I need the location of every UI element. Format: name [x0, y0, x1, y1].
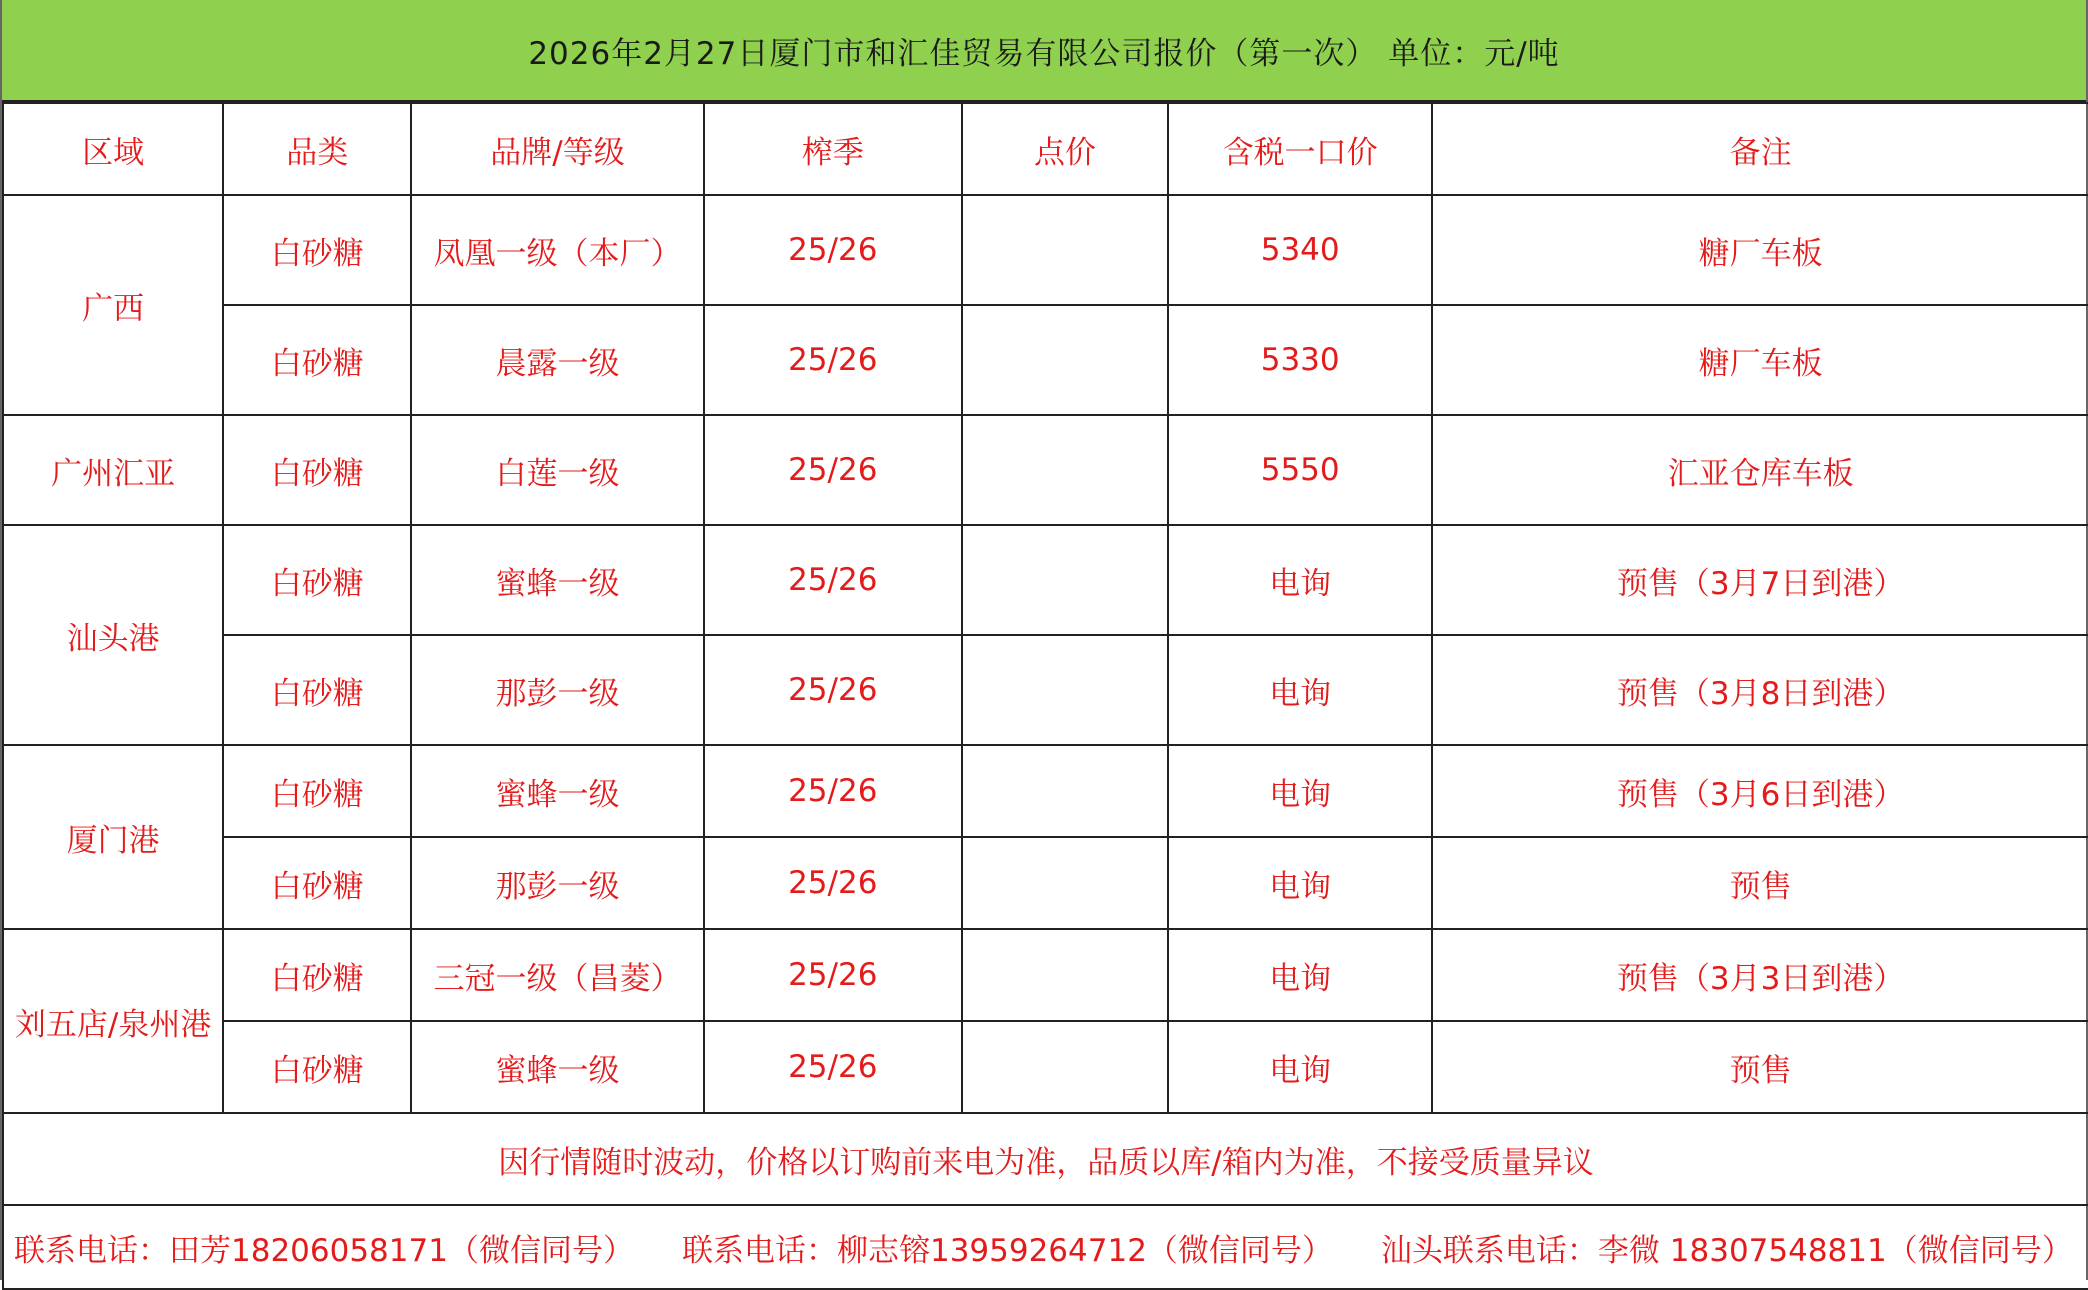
season-cell: 25/26 [704, 525, 962, 635]
brand-cell: 蜜蜂一级 [411, 1021, 703, 1113]
price-cell: 电询 [1168, 745, 1432, 837]
price-cell: 5550 [1168, 415, 1432, 525]
header-point-price: 点价 [962, 103, 1168, 195]
header-row [3, 103, 2088, 195]
price-cell: 电询 [1168, 1021, 1432, 1113]
remark-cell: 糖厂车板 [1432, 305, 2088, 415]
table-row [3, 195, 2088, 305]
contact-phone-3: 汕头联系电话：李微 18307548811（微信同号） [1380, 1232, 2073, 1269]
price-cell: 电询 [1168, 635, 1432, 745]
remark-cell: 预售（3月8日到港） [1432, 635, 2088, 745]
category-cell: 白砂糖 [223, 415, 411, 525]
remark-cell: 预售（3月7日到港） [1432, 525, 2088, 635]
brand-cell: 蜜蜂一级 [411, 525, 703, 635]
note-row [3, 1113, 2088, 1205]
table-row [3, 305, 2088, 415]
price-table [2, 102, 2088, 1290]
category-cell: 白砂糖 [223, 195, 411, 305]
category-cell: 白砂糖 [223, 635, 411, 745]
table-row [3, 745, 2088, 837]
table-row [3, 837, 2088, 929]
table-row [3, 1021, 2088, 1113]
season-cell: 25/26 [704, 1021, 962, 1113]
price-cell: 5340 [1168, 195, 1432, 305]
price-cell: 电询 [1168, 837, 1432, 929]
region-cell: 刘五店/泉州港 [3, 929, 223, 1113]
contact-cell [3, 1205, 2088, 1289]
header-price: 含税一口价 [1168, 103, 1432, 195]
table-row [3, 635, 2088, 745]
contact-row [3, 1205, 2088, 1289]
point-price-cell [962, 1021, 1168, 1113]
remark-cell: 预售 [1432, 837, 2088, 929]
sheet-title: 2026年2月27日厦门市和汇佳贸易有限公司报价（第一次） 单位：元/吨 [2, 0, 2086, 102]
point-price-cell [962, 525, 1168, 635]
region-cell: 广西 [3, 195, 223, 415]
header-season: 榨季 [704, 103, 962, 195]
price-cell: 5330 [1168, 305, 1432, 415]
category-cell: 白砂糖 [223, 305, 411, 415]
season-cell: 25/26 [704, 929, 962, 1021]
contact-phone-1: 联系电话：田芳18206058171（微信同号） [14, 1232, 634, 1269]
remark-cell: 预售（3月3日到港） [1432, 929, 2088, 1021]
brand-cell: 凤凰一级（本厂） [411, 195, 703, 305]
season-cell: 25/26 [704, 415, 962, 525]
category-cell: 白砂糖 [223, 745, 411, 837]
table-row [3, 525, 2088, 635]
remark-cell: 汇亚仓库车板 [1432, 415, 2088, 525]
contact-phone-2: 联系电话：柳志镕13959264712（微信同号） [681, 1232, 1333, 1269]
season-cell: 25/26 [704, 837, 962, 929]
remark-cell: 预售（3月6日到港） [1432, 745, 2088, 837]
region-cell: 汕头港 [3, 525, 223, 745]
region-cell: 广州汇亚 [3, 415, 223, 525]
point-price-cell [962, 929, 1168, 1021]
price-cell: 电询 [1168, 525, 1432, 635]
table-row [3, 929, 2088, 1021]
brand-cell: 三冠一级（昌菱） [411, 929, 703, 1021]
header-category: 品类 [223, 103, 411, 195]
category-cell: 白砂糖 [223, 525, 411, 635]
season-cell: 25/26 [704, 635, 962, 745]
table-row [3, 415, 2088, 525]
disclaimer-note: 因行情随时波动，价格以订购前来电为准，品质以库/箱内为准，不接受质量异议 [3, 1113, 2088, 1205]
season-cell: 25/26 [704, 745, 962, 837]
point-price-cell [962, 635, 1168, 745]
brand-cell: 那彭一级 [411, 635, 703, 745]
category-cell: 白砂糖 [223, 929, 411, 1021]
brand-cell: 蜜蜂一级 [411, 745, 703, 837]
price-cell: 电询 [1168, 929, 1432, 1021]
header-remark: 备注 [1432, 103, 2088, 195]
brand-cell: 晨露一级 [411, 305, 703, 415]
category-cell: 白砂糖 [223, 837, 411, 929]
brand-cell: 那彭一级 [411, 837, 703, 929]
point-price-cell [962, 195, 1168, 305]
category-cell: 白砂糖 [223, 1021, 411, 1113]
point-price-cell [962, 415, 1168, 525]
remark-cell: 糖厂车板 [1432, 195, 2088, 305]
header-region: 区域 [3, 103, 223, 195]
point-price-cell [962, 837, 1168, 929]
season-cell: 25/26 [704, 305, 962, 415]
point-price-cell [962, 745, 1168, 837]
region-cell: 厦门港 [3, 745, 223, 929]
season-cell: 25/26 [704, 195, 962, 305]
point-price-cell [962, 305, 1168, 415]
header-brand: 品牌/等级 [411, 103, 703, 195]
brand-cell: 白莲一级 [411, 415, 703, 525]
remark-cell: 预售 [1432, 1021, 2088, 1113]
